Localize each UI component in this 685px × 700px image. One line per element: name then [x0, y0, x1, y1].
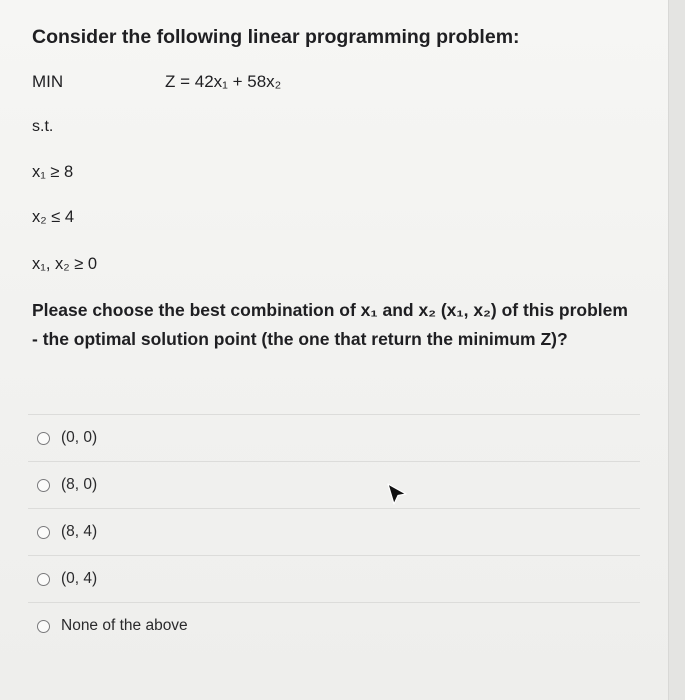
radio-icon[interactable]	[37, 573, 50, 586]
subject-to-label: s.t.	[32, 118, 54, 135]
question-title: Consider the following linear programming problem:	[32, 26, 520, 48]
option-label: (0, 0)	[61, 429, 98, 446]
option-label: (0, 4)	[61, 570, 98, 587]
objective-sense: MIN	[32, 72, 64, 91]
constraint-nonnegativity: x₁, x₂ ≥ 0	[32, 255, 98, 273]
radio-icon[interactable]	[37, 479, 50, 492]
objective-function	[165, 72, 281, 92]
option-label: (8, 0)	[61, 476, 98, 493]
answer-options	[28, 414, 640, 649]
constraint-2: x₂ ≤ 4	[32, 208, 75, 226]
constraint-1: x₁ ≥ 8	[32, 163, 74, 181]
option-8-0[interactable]	[28, 461, 640, 508]
option-label: (8, 4)	[61, 523, 98, 540]
mouse-pointer-icon	[386, 482, 408, 506]
radio-icon[interactable]	[37, 620, 50, 633]
window-edge	[668, 0, 685, 700]
option-8-4[interactable]	[28, 508, 640, 555]
option-0-4[interactable]	[28, 555, 640, 602]
objective-expression: Z = 42x₁ + 58x₂	[165, 72, 282, 91]
option-0-0[interactable]	[28, 414, 640, 461]
option-none-of-the-above[interactable]	[28, 602, 640, 649]
radio-icon[interactable]	[37, 526, 50, 539]
option-label: None of the above	[61, 617, 188, 634]
question-prompt: Please choose the best combination of x₁ and x₂ (x₁, x₂) of this problem - the optimal solution point (the one that return the minimum Z)?	[32, 300, 628, 349]
radio-icon[interactable]	[37, 432, 50, 445]
